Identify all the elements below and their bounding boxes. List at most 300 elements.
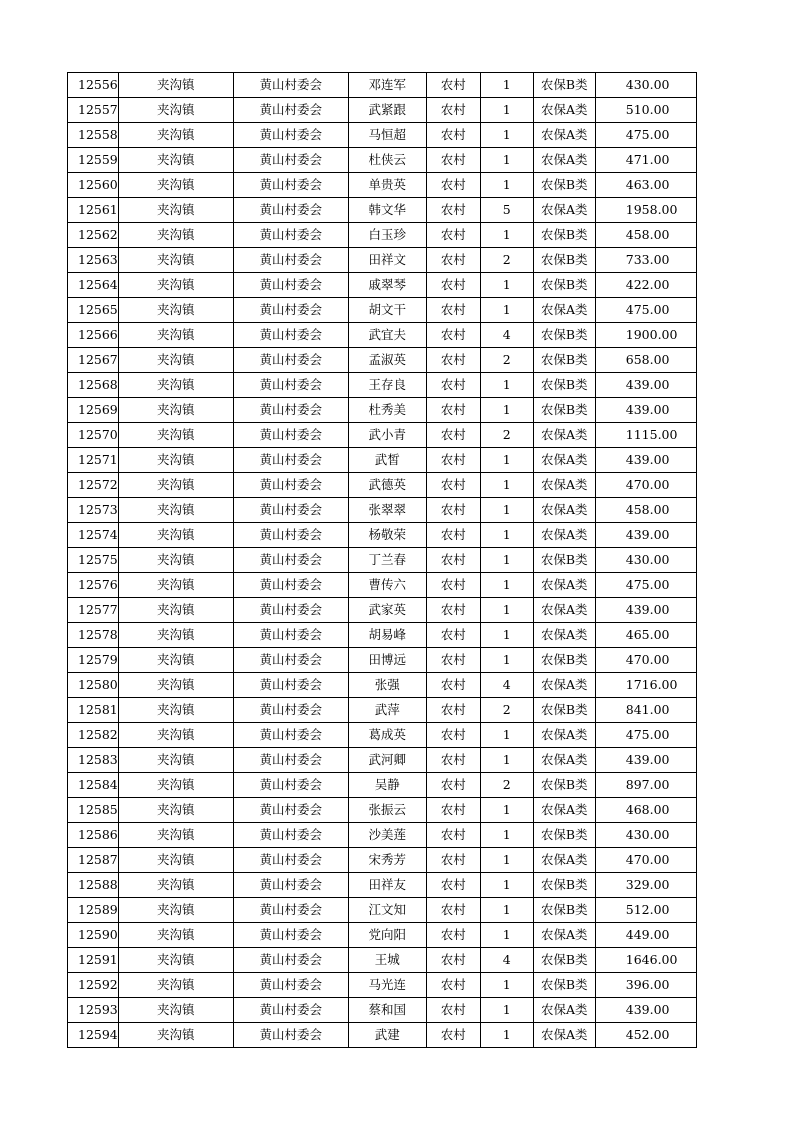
village-committee-cell: 黄山村委会 <box>233 223 348 248</box>
amount-cell: 329.00 <box>595 873 696 898</box>
town-cell: 夹沟镇 <box>118 223 233 248</box>
village-committee-cell: 黄山村委会 <box>233 298 348 323</box>
table-row <box>68 698 697 723</box>
town-cell: 夹沟镇 <box>118 648 233 673</box>
table-row <box>68 923 697 948</box>
member-count-cell: 1 <box>480 448 533 473</box>
member-count-cell: 2 <box>480 248 533 273</box>
name-cell: 白玉珍 <box>348 223 426 248</box>
serial-number-cell: 12591 <box>68 948 119 973</box>
name-cell: 胡文干 <box>348 298 426 323</box>
category-cell: 农保A类 <box>533 798 595 823</box>
town-cell: 夹沟镇 <box>118 548 233 573</box>
amount-cell: 510.00 <box>595 98 696 123</box>
household-type-cell: 农村 <box>426 123 480 148</box>
village-committee-cell: 黄山村委会 <box>233 898 348 923</box>
table-row <box>68 373 697 398</box>
name-cell: 党向阳 <box>348 923 426 948</box>
amount-cell: 439.00 <box>595 523 696 548</box>
household-type-cell: 农村 <box>426 448 480 473</box>
town-cell: 夹沟镇 <box>118 523 233 548</box>
serial-number-cell: 12573 <box>68 498 119 523</box>
name-cell: 杜侠云 <box>348 148 426 173</box>
category-cell: 农保A类 <box>533 848 595 873</box>
table-row <box>68 998 697 1023</box>
serial-number-cell: 12577 <box>68 598 119 623</box>
village-committee-cell: 黄山村委会 <box>233 423 348 448</box>
table-row <box>68 298 697 323</box>
category-cell: 农保B类 <box>533 73 595 98</box>
serial-number-cell: 12570 <box>68 423 119 448</box>
member-count-cell: 1 <box>480 648 533 673</box>
amount-cell: 1716.00 <box>595 673 696 698</box>
town-cell: 夹沟镇 <box>118 173 233 198</box>
table-row <box>68 173 697 198</box>
household-type-cell: 农村 <box>426 323 480 348</box>
household-type-cell: 农村 <box>426 623 480 648</box>
village-committee-cell: 黄山村委会 <box>233 623 348 648</box>
name-cell: 武小青 <box>348 423 426 448</box>
town-cell: 夹沟镇 <box>118 323 233 348</box>
member-count-cell: 1 <box>480 723 533 748</box>
household-type-cell: 农村 <box>426 423 480 448</box>
amount-cell: 449.00 <box>595 923 696 948</box>
amount-cell: 468.00 <box>595 798 696 823</box>
town-cell: 夹沟镇 <box>118 673 233 698</box>
category-cell: 农保B类 <box>533 348 595 373</box>
name-cell: 武家英 <box>348 598 426 623</box>
amount-cell: 439.00 <box>595 448 696 473</box>
serial-number-cell: 12558 <box>68 123 119 148</box>
category-cell: 农保B类 <box>533 823 595 848</box>
village-committee-cell: 黄山村委会 <box>233 98 348 123</box>
name-cell: 武紧跟 <box>348 98 426 123</box>
category-cell: 农保A类 <box>533 723 595 748</box>
village-committee-cell: 黄山村委会 <box>233 198 348 223</box>
village-committee-cell: 黄山村委会 <box>233 998 348 1023</box>
household-type-cell: 农村 <box>426 98 480 123</box>
relief-roster-table <box>67 72 697 1048</box>
name-cell: 葛成英 <box>348 723 426 748</box>
serial-number-cell: 12581 <box>68 698 119 723</box>
amount-cell: 1646.00 <box>595 948 696 973</box>
category-cell: 农保A类 <box>533 1023 595 1048</box>
serial-number-cell: 12565 <box>68 298 119 323</box>
amount-cell: 422.00 <box>595 273 696 298</box>
name-cell: 单贵英 <box>348 173 426 198</box>
name-cell: 曹传六 <box>348 573 426 598</box>
village-committee-cell: 黄山村委会 <box>233 248 348 273</box>
category-cell: 农保B类 <box>533 323 595 348</box>
serial-number-cell: 12568 <box>68 373 119 398</box>
category-cell: 农保B类 <box>533 698 595 723</box>
member-count-cell: 4 <box>480 323 533 348</box>
category-cell: 农保A类 <box>533 523 595 548</box>
serial-number-cell: 12562 <box>68 223 119 248</box>
town-cell: 夹沟镇 <box>118 273 233 298</box>
village-committee-cell: 黄山村委会 <box>233 948 348 973</box>
serial-number-cell: 12572 <box>68 473 119 498</box>
amount-cell: 439.00 <box>595 748 696 773</box>
table-row <box>68 123 697 148</box>
name-cell: 邓连军 <box>348 73 426 98</box>
amount-cell: 458.00 <box>595 223 696 248</box>
member-count-cell: 1 <box>480 598 533 623</box>
village-committee-cell: 黄山村委会 <box>233 773 348 798</box>
category-cell: 农保B类 <box>533 873 595 898</box>
category-cell: 农保A类 <box>533 98 595 123</box>
town-cell: 夹沟镇 <box>118 498 233 523</box>
amount-cell: 439.00 <box>595 998 696 1023</box>
table-row <box>68 148 697 173</box>
name-cell: 张振云 <box>348 798 426 823</box>
serial-number-cell: 12571 <box>68 448 119 473</box>
village-committee-cell: 黄山村委会 <box>233 598 348 623</box>
town-cell: 夹沟镇 <box>118 298 233 323</box>
amount-cell: 475.00 <box>595 723 696 748</box>
amount-cell: 897.00 <box>595 773 696 798</box>
village-committee-cell: 黄山村委会 <box>233 323 348 348</box>
serial-number-cell: 12578 <box>68 623 119 648</box>
member-count-cell: 1 <box>480 873 533 898</box>
serial-number-cell: 12569 <box>68 398 119 423</box>
name-cell: 宋秀芳 <box>348 848 426 873</box>
household-type-cell: 农村 <box>426 473 480 498</box>
household-type-cell: 农村 <box>426 348 480 373</box>
serial-number-cell: 12587 <box>68 848 119 873</box>
category-cell: 农保A类 <box>533 748 595 773</box>
town-cell: 夹沟镇 <box>118 923 233 948</box>
serial-number-cell: 12590 <box>68 923 119 948</box>
member-count-cell: 4 <box>480 948 533 973</box>
name-cell: 田博远 <box>348 648 426 673</box>
household-type-cell: 农村 <box>426 498 480 523</box>
amount-cell: 439.00 <box>595 398 696 423</box>
category-cell: 农保B类 <box>533 273 595 298</box>
amount-cell: 1900.00 <box>595 323 696 348</box>
table-row <box>68 198 697 223</box>
serial-number-cell: 12579 <box>68 648 119 673</box>
household-type-cell: 农村 <box>426 723 480 748</box>
category-cell: 农保A类 <box>533 298 595 323</box>
village-committee-cell: 黄山村委会 <box>233 798 348 823</box>
table-row <box>68 398 697 423</box>
town-cell: 夹沟镇 <box>118 248 233 273</box>
name-cell: 武河卿 <box>348 748 426 773</box>
village-committee-cell: 黄山村委会 <box>233 348 348 373</box>
member-count-cell: 1 <box>480 148 533 173</box>
name-cell: 武宜夫 <box>348 323 426 348</box>
table-row <box>68 798 697 823</box>
category-cell: 农保A类 <box>533 198 595 223</box>
amount-cell: 658.00 <box>595 348 696 373</box>
household-type-cell: 农村 <box>426 198 480 223</box>
town-cell: 夹沟镇 <box>118 848 233 873</box>
member-count-cell: 2 <box>480 773 533 798</box>
amount-cell: 439.00 <box>595 373 696 398</box>
village-committee-cell: 黄山村委会 <box>233 548 348 573</box>
serial-number-cell: 12583 <box>68 748 119 773</box>
village-committee-cell: 黄山村委会 <box>233 923 348 948</box>
table-row <box>68 723 697 748</box>
serial-number-cell: 12585 <box>68 798 119 823</box>
category-cell: 农保B类 <box>533 248 595 273</box>
table-row <box>68 648 697 673</box>
town-cell: 夹沟镇 <box>118 73 233 98</box>
table-row <box>68 523 697 548</box>
household-type-cell: 农村 <box>426 1023 480 1048</box>
town-cell: 夹沟镇 <box>118 823 233 848</box>
member-count-cell: 1 <box>480 823 533 848</box>
town-cell: 夹沟镇 <box>118 723 233 748</box>
category-cell: 农保B类 <box>533 648 595 673</box>
village-committee-cell: 黄山村委会 <box>233 398 348 423</box>
member-count-cell: 1 <box>480 498 533 523</box>
household-type-cell: 农村 <box>426 848 480 873</box>
table-row <box>68 823 697 848</box>
household-type-cell: 农村 <box>426 873 480 898</box>
table-row <box>68 448 697 473</box>
amount-cell: 733.00 <box>595 248 696 273</box>
category-cell: 农保A类 <box>533 123 595 148</box>
category-cell: 农保B类 <box>533 223 595 248</box>
serial-number-cell: 12593 <box>68 998 119 1023</box>
town-cell: 夹沟镇 <box>118 898 233 923</box>
amount-cell: 430.00 <box>595 823 696 848</box>
category-cell: 农保B类 <box>533 398 595 423</box>
name-cell: 张强 <box>348 673 426 698</box>
town-cell: 夹沟镇 <box>118 123 233 148</box>
name-cell: 田祥友 <box>348 873 426 898</box>
amount-cell: 512.00 <box>595 898 696 923</box>
name-cell: 韩文华 <box>348 198 426 223</box>
category-cell: 农保A类 <box>533 423 595 448</box>
town-cell: 夹沟镇 <box>118 348 233 373</box>
amount-cell: 439.00 <box>595 598 696 623</box>
table-row <box>68 323 697 348</box>
serial-number-cell: 12584 <box>68 773 119 798</box>
table-row <box>68 848 697 873</box>
village-committee-cell: 黄山村委会 <box>233 748 348 773</box>
member-count-cell: 1 <box>480 273 533 298</box>
serial-number-cell: 12559 <box>68 148 119 173</box>
member-count-cell: 4 <box>480 673 533 698</box>
town-cell: 夹沟镇 <box>118 373 233 398</box>
household-type-cell: 农村 <box>426 148 480 173</box>
village-committee-cell: 黄山村委会 <box>233 823 348 848</box>
name-cell: 张翠翠 <box>348 498 426 523</box>
member-count-cell: 1 <box>480 573 533 598</box>
member-count-cell: 1 <box>480 748 533 773</box>
category-cell: 农保B类 <box>533 773 595 798</box>
village-committee-cell: 黄山村委会 <box>233 173 348 198</box>
town-cell: 夹沟镇 <box>118 873 233 898</box>
town-cell: 夹沟镇 <box>118 598 233 623</box>
name-cell: 杜秀美 <box>348 398 426 423</box>
category-cell: 农保A类 <box>533 498 595 523</box>
household-type-cell: 农村 <box>426 998 480 1023</box>
serial-number-cell: 12561 <box>68 198 119 223</box>
name-cell: 田祥文 <box>348 248 426 273</box>
member-count-cell: 1 <box>480 98 533 123</box>
serial-number-cell: 12576 <box>68 573 119 598</box>
household-type-cell: 农村 <box>426 973 480 998</box>
town-cell: 夹沟镇 <box>118 1023 233 1048</box>
town-cell: 夹沟镇 <box>118 398 233 423</box>
household-type-cell: 农村 <box>426 923 480 948</box>
table-body <box>68 73 697 1048</box>
table-row <box>68 248 697 273</box>
town-cell: 夹沟镇 <box>118 623 233 648</box>
household-type-cell: 农村 <box>426 373 480 398</box>
category-cell: 农保A类 <box>533 923 595 948</box>
member-count-cell: 1 <box>480 898 533 923</box>
town-cell: 夹沟镇 <box>118 423 233 448</box>
member-count-cell: 2 <box>480 348 533 373</box>
table-row <box>68 348 697 373</box>
category-cell: 农保A类 <box>533 473 595 498</box>
household-type-cell: 农村 <box>426 673 480 698</box>
village-committee-cell: 黄山村委会 <box>233 148 348 173</box>
category-cell: 农保B类 <box>533 548 595 573</box>
serial-number-cell: 12563 <box>68 248 119 273</box>
household-type-cell: 农村 <box>426 648 480 673</box>
town-cell: 夹沟镇 <box>118 973 233 998</box>
amount-cell: 463.00 <box>595 173 696 198</box>
member-count-cell: 1 <box>480 923 533 948</box>
amount-cell: 470.00 <box>595 648 696 673</box>
household-type-cell: 农村 <box>426 248 480 273</box>
serial-number-cell: 12594 <box>68 1023 119 1048</box>
category-cell: 农保A类 <box>533 673 595 698</box>
table-row <box>68 1023 697 1048</box>
serial-number-cell: 12586 <box>68 823 119 848</box>
table-row <box>68 973 697 998</box>
household-type-cell: 农村 <box>426 748 480 773</box>
household-type-cell: 农村 <box>426 523 480 548</box>
category-cell: 农保B类 <box>533 173 595 198</box>
village-committee-cell: 黄山村委会 <box>233 123 348 148</box>
table-row <box>68 498 697 523</box>
village-committee-cell: 黄山村委会 <box>233 373 348 398</box>
amount-cell: 841.00 <box>595 698 696 723</box>
household-type-cell: 农村 <box>426 798 480 823</box>
household-type-cell: 农村 <box>426 698 480 723</box>
member-count-cell: 1 <box>480 73 533 98</box>
amount-cell: 475.00 <box>595 298 696 323</box>
name-cell: 武皙 <box>348 448 426 473</box>
category-cell: 农保B类 <box>533 373 595 398</box>
table-row <box>68 73 697 98</box>
name-cell: 武建 <box>348 1023 426 1048</box>
town-cell: 夹沟镇 <box>118 448 233 473</box>
village-committee-cell: 黄山村委会 <box>233 673 348 698</box>
household-type-cell: 农村 <box>426 773 480 798</box>
town-cell: 夹沟镇 <box>118 473 233 498</box>
table-row <box>68 598 697 623</box>
table-row <box>68 948 697 973</box>
member-count-cell: 1 <box>480 123 533 148</box>
amount-cell: 452.00 <box>595 1023 696 1048</box>
name-cell: 王存良 <box>348 373 426 398</box>
village-committee-cell: 黄山村委会 <box>233 573 348 598</box>
town-cell: 夹沟镇 <box>118 773 233 798</box>
member-count-cell: 1 <box>480 223 533 248</box>
serial-number-cell: 12566 <box>68 323 119 348</box>
village-committee-cell: 黄山村委会 <box>233 698 348 723</box>
village-committee-cell: 黄山村委会 <box>233 473 348 498</box>
household-type-cell: 农村 <box>426 298 480 323</box>
table-row <box>68 898 697 923</box>
serial-number-cell: 12574 <box>68 523 119 548</box>
member-count-cell: 1 <box>480 1023 533 1048</box>
member-count-cell: 2 <box>480 423 533 448</box>
name-cell: 江文知 <box>348 898 426 923</box>
category-cell: 农保A类 <box>533 573 595 598</box>
serial-number-cell: 12557 <box>68 98 119 123</box>
amount-cell: 475.00 <box>595 573 696 598</box>
amount-cell: 458.00 <box>595 498 696 523</box>
category-cell: 农保A类 <box>533 623 595 648</box>
amount-cell: 396.00 <box>595 973 696 998</box>
town-cell: 夹沟镇 <box>118 798 233 823</box>
table-row <box>68 673 697 698</box>
serial-number-cell: 12560 <box>68 173 119 198</box>
table-row <box>68 773 697 798</box>
household-type-cell: 农村 <box>426 598 480 623</box>
member-count-cell: 1 <box>480 623 533 648</box>
village-committee-cell: 黄山村委会 <box>233 273 348 298</box>
name-cell: 丁兰春 <box>348 548 426 573</box>
category-cell: 农保A类 <box>533 598 595 623</box>
table-row <box>68 748 697 773</box>
serial-number-cell: 12564 <box>68 273 119 298</box>
household-type-cell: 农村 <box>426 398 480 423</box>
name-cell: 马恒超 <box>348 123 426 148</box>
name-cell: 胡易峰 <box>348 623 426 648</box>
amount-cell: 470.00 <box>595 473 696 498</box>
category-cell: 农保A类 <box>533 448 595 473</box>
town-cell: 夹沟镇 <box>118 573 233 598</box>
table-row <box>68 623 697 648</box>
household-type-cell: 农村 <box>426 73 480 98</box>
category-cell: 农保A类 <box>533 148 595 173</box>
name-cell: 武德英 <box>348 473 426 498</box>
village-committee-cell: 黄山村委会 <box>233 73 348 98</box>
amount-cell: 475.00 <box>595 123 696 148</box>
household-type-cell: 农村 <box>426 273 480 298</box>
amount-cell: 430.00 <box>595 548 696 573</box>
table-row <box>68 223 697 248</box>
town-cell: 夹沟镇 <box>118 698 233 723</box>
member-count-cell: 1 <box>480 298 533 323</box>
town-cell: 夹沟镇 <box>118 748 233 773</box>
household-type-cell: 农村 <box>426 173 480 198</box>
serial-number-cell: 12556 <box>68 73 119 98</box>
town-cell: 夹沟镇 <box>118 98 233 123</box>
village-committee-cell: 黄山村委会 <box>233 723 348 748</box>
member-count-cell: 1 <box>480 473 533 498</box>
category-cell: 农保B类 <box>533 973 595 998</box>
table-row <box>68 98 697 123</box>
category-cell: 农保A类 <box>533 998 595 1023</box>
member-count-cell: 1 <box>480 998 533 1023</box>
table-row <box>68 473 697 498</box>
table-row <box>68 548 697 573</box>
name-cell: 马光连 <box>348 973 426 998</box>
serial-number-cell: 12592 <box>68 973 119 998</box>
amount-cell: 1115.00 <box>595 423 696 448</box>
